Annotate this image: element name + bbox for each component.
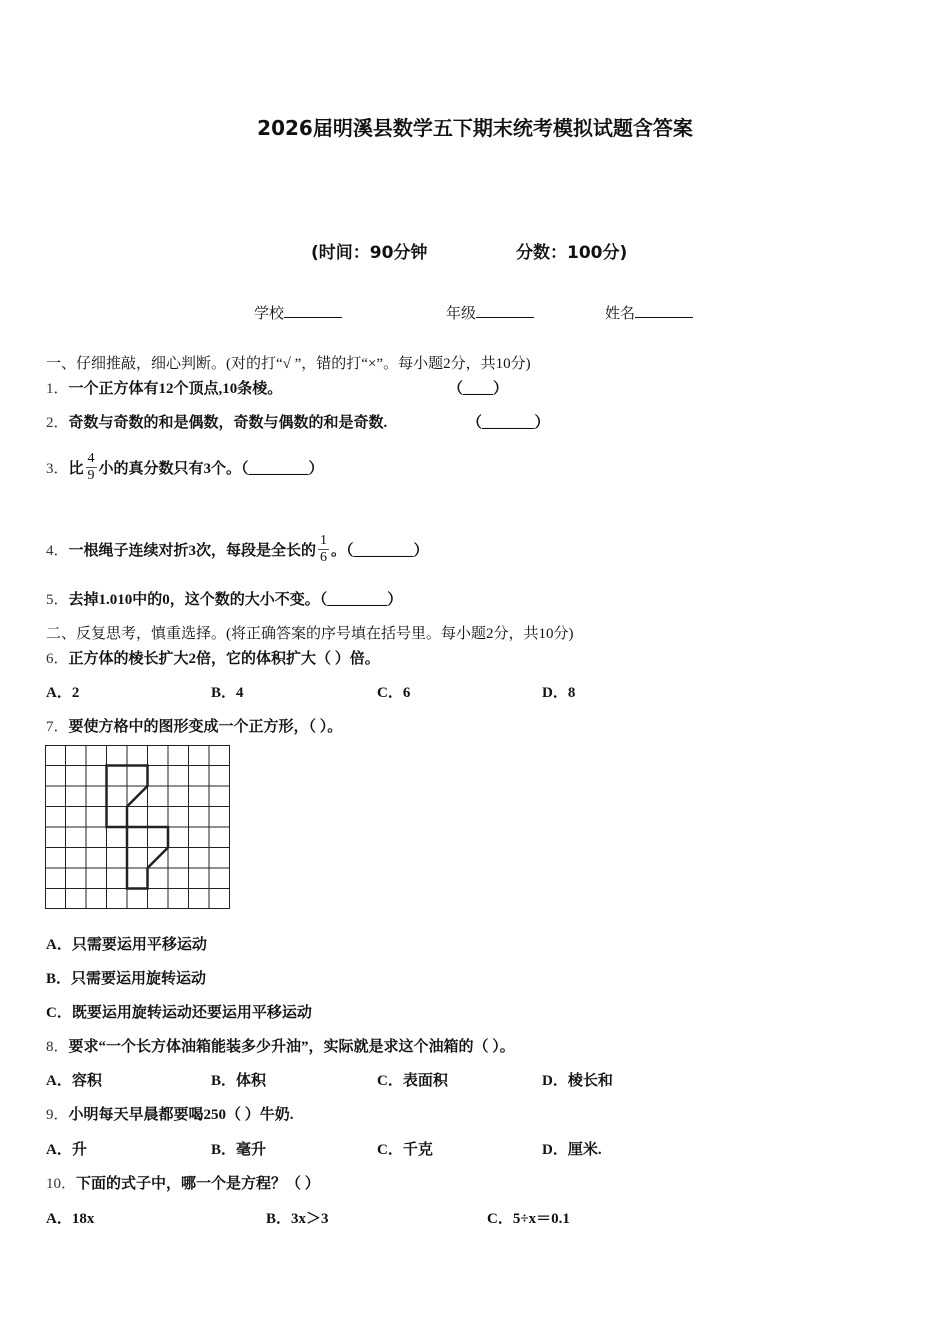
- grid-shape-outline: [107, 766, 169, 889]
- q2-answer-blank[interactable]: （_______）: [467, 415, 550, 431]
- q7-option-c[interactable]: C．既要运用旋转运动还要运用平移运动: [46, 1005, 312, 1021]
- grid-figure: [45, 745, 232, 911]
- q10-option-a[interactable]: A．18x: [46, 1211, 95, 1227]
- q9-option-d[interactable]: D．厘米.: [542, 1142, 602, 1158]
- school-label: 学校: [254, 306, 285, 322]
- question-6: 6．正方体的棱长扩大2倍，它的体积扩大（ ）倍。: [46, 651, 380, 667]
- exam-time: (时间：90分钟: [311, 243, 428, 263]
- question-4: 4． 一根绳子连续对折3次，每段是全长的 $\frac{1}{6}$ 。（________）: [46, 532, 429, 565]
- school-field[interactable]: [254, 302, 342, 323]
- q8-option-b[interactable]: B．体积: [211, 1073, 267, 1089]
- q7-option-a[interactable]: A．只需要运用平移运动: [46, 937, 207, 953]
- question-1: 1．一个正方体有12个顶点,10条棱。: [46, 381, 283, 397]
- q8-option-d[interactable]: D．棱长和: [542, 1073, 613, 1089]
- section-2-heading: 二、反复思考，慎重选择。(将正确答案的序号填在括号里。每小题2分，共10分): [46, 626, 574, 642]
- question-9: 9．小明每天早晨都要喝250（ ）牛奶.: [46, 1107, 294, 1123]
- q10-option-c[interactable]: C．5÷x＝0.1: [487, 1211, 570, 1227]
- q4-text[interactable]: 。（________）: [331, 542, 429, 559]
- q8-option-c[interactable]: C．表面积: [377, 1073, 448, 1089]
- q6-option-b[interactable]: B．4: [211, 685, 244, 701]
- question-8: 8．要求“一个长方体油箱能装多少升油”，实际就是求这个油箱的（ ）。: [46, 1039, 515, 1055]
- fraction-1-6: $\frac{1}{6}$: [320, 532, 328, 565]
- q3-text[interactable]: 小的真分数只有3个。（________）: [98, 460, 324, 477]
- q6-option-c[interactable]: C．6: [377, 685, 411, 701]
- grade-field[interactable]: [446, 302, 534, 323]
- page-title: 2026届明溪县数学五下期末统考模拟试题含答案: [257, 116, 693, 140]
- question-2: 2．奇数与奇数的和是偶数，奇数与偶数的和是奇数.: [46, 415, 388, 431]
- section-1-heading: 一、仔细推敲，细心判断。(对的打“√ ”，错的打“×”。每小题2分，共10分): [46, 356, 531, 372]
- q8-option-a[interactable]: A．容积: [46, 1073, 102, 1089]
- q9-option-a[interactable]: A．升: [46, 1142, 87, 1158]
- q6-option-d[interactable]: D．8: [542, 685, 576, 701]
- name-label: 姓名: [605, 306, 636, 322]
- q9-option-b[interactable]: B．毫升: [211, 1142, 267, 1158]
- question-5[interactable]: 5．去掉1.010中的0，这个数的大小不变。（________）: [46, 592, 403, 608]
- q7-option-b[interactable]: B．只需要运用旋转运动: [46, 971, 207, 987]
- question-7: 7．要使方格中的图形变成一个正方形，（ ）。: [46, 719, 343, 735]
- q10-option-b[interactable]: B．3x＞3: [266, 1211, 329, 1227]
- exam-score: 分数：100分): [516, 243, 628, 263]
- q9-option-c[interactable]: C．千克: [377, 1142, 433, 1158]
- q6-option-a[interactable]: A．2: [46, 685, 80, 701]
- question-10: 10．下面的式子中，哪一个是方程？（ ）: [46, 1176, 320, 1192]
- fraction-4-9: $\frac{4}{9}$: [87, 450, 95, 483]
- name-field[interactable]: [605, 302, 693, 323]
- question-3: 3． 比 $\frac{4}{9}$ 小的真分数只有3个。（________）: [46, 450, 324, 483]
- grade-label: 年级: [446, 306, 477, 322]
- q1-answer-blank[interactable]: （____）: [448, 381, 509, 397]
